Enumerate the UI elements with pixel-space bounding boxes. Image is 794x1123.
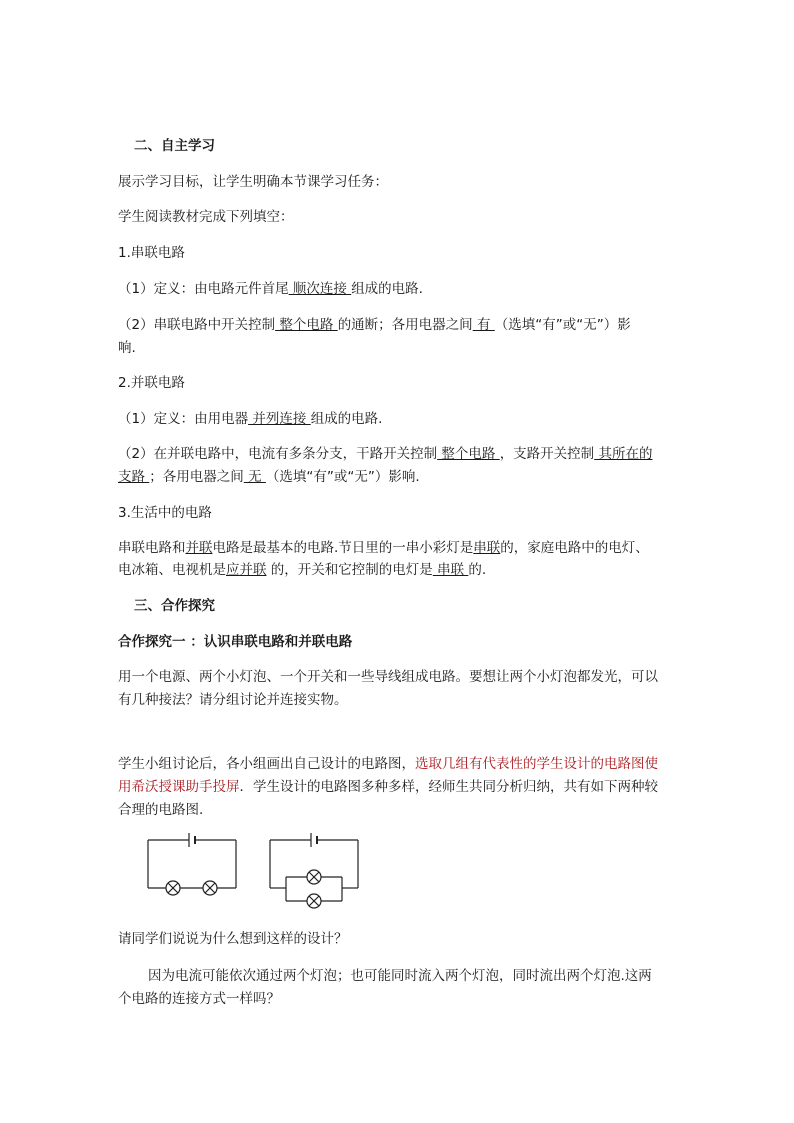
parallel-circuit-diagram	[266, 830, 362, 912]
discussion-line-1: 学生小组讨论后，各小组画出自己设计的电路图，选取几组有代表性的学生设计的电路图使	[118, 756, 658, 772]
series-definition: （1）定义：由电路元件首尾 顺次连接 组成的电路.	[118, 281, 423, 297]
series-influence-answer: 有	[472, 317, 495, 333]
series-def-answer: 顺次连接	[288, 281, 352, 297]
discussion-line-3: 合理的电路图.	[118, 802, 204, 818]
life-line-2: 电冰箱、电视机是应并联 的，开关和它控制的电灯是 串联 的.	[118, 562, 487, 578]
answer-line-1: 因为电流可能依次通过两个灯泡；也可能同时流入两个灯泡，同时流出两个灯泡.这两	[148, 968, 652, 984]
series-title: 1.串联电路	[118, 245, 185, 261]
intro-line-2: 学生阅读教材完成下列填空：	[118, 209, 294, 225]
parallel-switch-line: （2）在并联电路中，电流有多条分支，干路开关控制 整个电路 ，支路开关控制 其所在的	[118, 446, 653, 462]
explore1-heading: 合作探究一 ：认识串联电路和并联电路	[118, 634, 353, 650]
task-line-2: 有几种接法？请分组讨论并连接实物。	[118, 692, 348, 708]
lamp-2-icon	[307, 894, 321, 908]
answer-line-2: 个电路的连接方式一样吗？	[118, 991, 280, 1007]
series-switch-line-2: 响.	[118, 340, 136, 356]
section3-heading: 三、合作探究	[134, 598, 215, 614]
life-title: 3.生活中的电路	[118, 505, 212, 521]
parallel-switch-line-2: 支路 ；各用电器之间 无 （选填“有”或“无”）影响.	[118, 469, 420, 485]
series-switch-answer: 整个电路	[275, 317, 338, 333]
highlight-text: 选取几组有代表性的学生设计的电路图使	[415, 756, 658, 772]
parallel-definition: （1）定义：由用电器 并列连接 组成的电路.	[118, 411, 383, 427]
parallel-title: 2.并联电路	[118, 375, 185, 391]
life-line-1: 串联电路和并联电路是最基本的电路.节日里的一串小彩灯是串联的，家庭电路中的电灯、	[118, 540, 649, 556]
discussion-line-2: 用希沃授课助手投屏．学生设计的电路图多种多样，经师生共同分析归纳，共有如下两种较	[118, 779, 658, 795]
parallel-influence-answer: 无	[243, 469, 266, 485]
parallel-main-switch-answer: 整个电路	[437, 446, 500, 462]
lamp-1-icon	[166, 881, 180, 895]
lamp-1-icon	[307, 870, 321, 884]
intro-line-1: 展示学习目标，让学生明确本节课学习任务：	[118, 174, 388, 190]
parallel-branch-switch-answer: 其所在的	[594, 446, 653, 462]
task-line-1: 用一个电源、两个小灯泡、一个开关和一些导线组成电路。要想让两个小灯泡都发光，可以	[118, 669, 658, 685]
section2-heading: 二、自主学习	[134, 138, 215, 154]
lamp-2-icon	[203, 881, 217, 895]
series-circuit-diagram	[144, 830, 240, 896]
question-line: 请同学们说说为什么想到这样的设计？	[118, 931, 348, 947]
parallel-def-answer: 并列连接	[248, 411, 311, 427]
series-switch-line: （2）串联电路中开关控制 整个电路 的通断；各用电器之间 有 （选填“有”或“无”）影	[118, 317, 631, 333]
